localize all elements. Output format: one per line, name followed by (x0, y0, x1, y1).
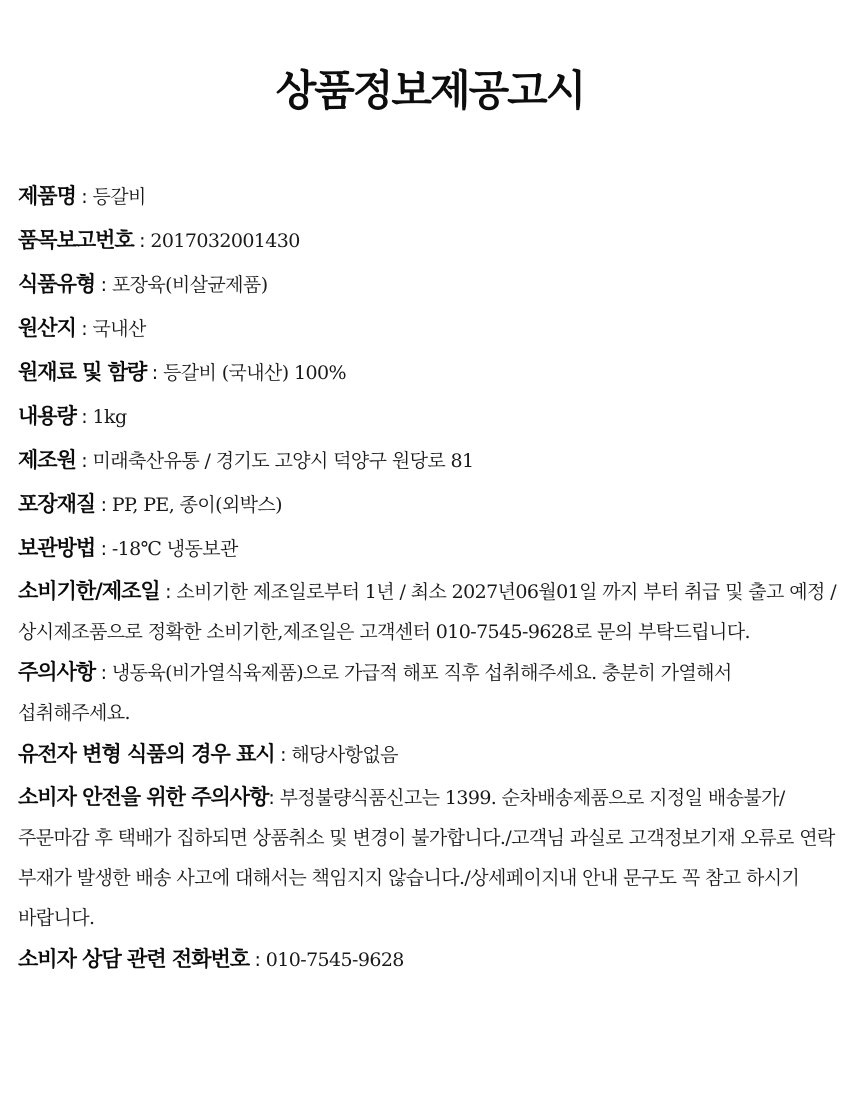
info-item-food-type (18, 263, 842, 307)
info-item-consumer-phone (18, 938, 842, 982)
info-value: 010-7545-9628 (265, 949, 404, 971)
info-separator: : (274, 744, 292, 766)
info-label: 소비자 안전을 위한 주의사항 (18, 785, 269, 809)
info-value: PP, PE, 종이(외박스) (111, 494, 282, 516)
info-label: 품목보고번호 (18, 228, 134, 252)
info-label: 소비자 상담 관련 전화번호 (18, 947, 250, 971)
info-item-consumer-safety (18, 777, 842, 938)
info-label: 유전자 변형 식품의 경우 표시 (18, 742, 275, 766)
info-separator: : (95, 538, 112, 560)
info-value: 냉동육(비가열식육제품)으로 가급적 해포 직후 섭취해주세요. 충분히 가열해서 섭취해주세요. (18, 662, 732, 724)
info-separator: : (159, 581, 177, 603)
info-value: 해당사항없음 (291, 744, 398, 766)
info-item-storage (18, 527, 842, 571)
info-value: 등갈비 (92, 186, 146, 208)
info-separator: : (95, 274, 112, 296)
info-label: 보관방법 (18, 536, 96, 560)
info-separator: : (95, 494, 112, 516)
info-item-ingredients (18, 351, 842, 395)
info-item-net-weight (18, 395, 842, 439)
info-value: -18℃ 냉동보관 (111, 538, 238, 560)
info-value: 부정불량식품신고는 1399. 순차배송제품으로 지정일 배송불가/주문마감 후 택배가 집하되면 상품취소 및 변경이 불가합니다./고객님 과실로 고객정보기재 오류로 연락 부재가 발생한 배송 사고에 대해서는 책임지지 않습니다./상세페이지내 안내 문구도 꼭 참고 하시기 바랍니다. (18, 787, 835, 929)
info-value: 2017032001430 (150, 230, 300, 252)
info-label: 원산지 (18, 316, 76, 340)
info-item-product-name (18, 175, 842, 219)
page-title: 상품정보제공고시 (275, 66, 585, 115)
info-value: 소비기한 제조일로부터 1년 / 최소 2027년06월01일 까지 부터 취급 및 출고 예정 / 상시제조품으로 정확한 소비기한,제조일은 고객센터 010-7545-9628로 문의 부탁드립니다. (18, 581, 836, 643)
info-label: 제품명 (18, 184, 76, 208)
info-separator: : (75, 450, 93, 472)
info-item-packaging (18, 483, 842, 527)
info-separator: : (146, 362, 164, 384)
info-list (18, 175, 842, 982)
info-value: 1kg (92, 406, 127, 428)
info-value: 등갈비 (국내산) 100% (163, 362, 346, 384)
info-label: 포장재질 (18, 492, 96, 516)
info-separator: : (268, 787, 280, 809)
info-label: 식품유형 (18, 272, 96, 296)
info-label: 원재료 및 함량 (18, 360, 147, 384)
info-item-gmo (18, 733, 842, 777)
info-item-report-number (18, 219, 842, 263)
info-item-manufacturer (18, 439, 842, 483)
info-item-origin (18, 307, 842, 351)
info-separator: : (75, 318, 93, 340)
info-separator: : (133, 230, 151, 252)
info-label: 내용량 (18, 404, 76, 428)
info-label: 제조원 (18, 448, 76, 472)
info-label: 소비기한/제조일 (18, 579, 160, 603)
info-value: 포장육(비살균제품) (111, 274, 268, 296)
info-separator: : (95, 662, 112, 684)
info-item-caution (18, 652, 842, 733)
info-separator: : (75, 186, 93, 208)
info-value: 국내산 (92, 318, 146, 340)
info-label: 주의사항 (18, 660, 96, 684)
info-item-expiry (18, 571, 842, 652)
info-separator: : (75, 406, 93, 428)
info-value: 미래축산유통 / 경기도 고양시 덕양구 원당로 81 (92, 450, 474, 472)
info-separator: : (249, 949, 266, 971)
